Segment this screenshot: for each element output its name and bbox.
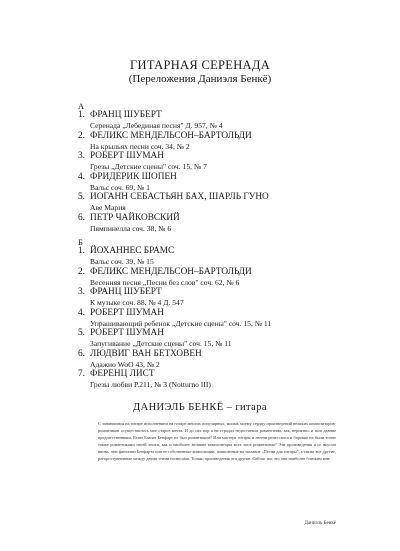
- track-item: [78, 369, 378, 390]
- track-composer: ФРАНЦ ШУБЕРТ: [90, 110, 162, 120]
- track-composer: РОБЕРТ ШУМАН: [90, 328, 164, 338]
- track-work: Грезы любви Р.211, № 3 (Notturno III): [90, 380, 211, 389]
- track-work: К музыке соч. 88, № 4 Д. 547: [90, 298, 184, 307]
- track-composer: ФРИДЕРИК ШОПЕН: [90, 171, 177, 182]
- track-item: [78, 308, 378, 329]
- track-composer: ФЕЛИКС МЕНДЕЛЬСОН–БАРТОЛЬДИ: [90, 130, 252, 141]
- track-work: На крыльях песни соч. 34, № 2: [90, 141, 190, 151]
- side-a-label: А: [78, 101, 85, 111]
- track-item: [78, 192, 378, 213]
- side-a-tracklist: [78, 110, 378, 233]
- track-item: [78, 110, 378, 131]
- track-number: 1.: [78, 246, 85, 256]
- track-composer: ЙОХАННЕС БРАМС: [90, 246, 175, 256]
- track-work: Пямпинелла соч. 38, № 6: [90, 223, 172, 233]
- track-number: 5.: [78, 192, 85, 202]
- track-composer: ЛЮДВИГ ВАН БЕТХОВЕН: [90, 348, 202, 359]
- track-number: 5.: [78, 328, 85, 338]
- album-title: ГИТАРНАЯ СЕРЕНАДА: [129, 58, 271, 72]
- track-composer: РОБЕРТ ШУМАН: [90, 307, 164, 318]
- track-number: 4.: [78, 171, 85, 182]
- track-number: 2.: [78, 130, 85, 141]
- track-number: 3.: [78, 151, 85, 161]
- track-composer: ФЕЛИКС МЕНДЕЛЬСОН–БАРТОЛЬДИ: [90, 266, 252, 277]
- track-composer: ИОГАНН СЕБАСТЬЯН БАХ, ШАРЛЬ ГУНО: [90, 192, 269, 202]
- track-work: Весенняя песня „Песни без слов" соч. 62, № 6: [90, 277, 240, 287]
- track-work: Вальс соч. 69, № 1: [90, 182, 150, 192]
- side-b-label: Б: [78, 237, 83, 247]
- track-number: 6.: [78, 212, 85, 223]
- track-composer: ПЕТР ЧАЙКОВСКИЙ: [90, 212, 180, 223]
- signature: Даниэль Бенкё: [304, 521, 336, 526]
- track-composer: ФРАНЦ ШУБЕРТ: [90, 287, 162, 297]
- track-number: 1.: [78, 110, 85, 120]
- track-item: [78, 213, 378, 234]
- album-subtitle: (Переложения Даниэля Бенкё): [128, 73, 272, 85]
- track-item: [78, 246, 378, 267]
- track-work: Аве Мария: [90, 203, 126, 212]
- track-work: Запугивание „Детские сцены" соч. 15, № 11: [90, 339, 232, 348]
- track-item: [78, 349, 378, 370]
- track-number: 2.: [78, 266, 85, 277]
- track-item: [78, 131, 378, 152]
- side-b-tracklist: [78, 246, 378, 390]
- track-number: 6.: [78, 348, 85, 359]
- track-number: 7.: [78, 369, 85, 379]
- performer-credit: ДАНИЭЛЬ БЕНКЁ – гитара: [133, 402, 267, 413]
- track-number: 4.: [78, 307, 85, 318]
- track-work: Вальс соч. 39, № 15: [90, 257, 154, 266]
- track-number: 3.: [78, 287, 85, 297]
- track-work: Серенада „Лебединая песня" Д. 957, № 4: [90, 121, 223, 130]
- track-item: [78, 267, 378, 288]
- track-composer: ФЕРЕНЦ ЛИСТ: [90, 369, 155, 379]
- track-work: Адажио WoO 43, № 2: [90, 359, 160, 369]
- track-work: Грезы „Детские сцены" соч. 15, № 7: [90, 162, 207, 171]
- track-item: [78, 328, 378, 349]
- track-item: [78, 172, 378, 193]
- liner-notes: С занявшимся на гитаре исполнением на гитаре многих популярных, милых моему сердцу произведений великих композиторов-романтиков осуществилось мое старое мечта. И до сих пор я не страдал недостатком романтизма, как, вероятно, и мои давние предшественники. Разве Базиат Бенфарт не был романтиком? Или мастера гитары и лютни ренессанса и барокко не были точно также романтиками своей эпохи, как и наиболее великие композиторы всех эпох романтизма? Эти произведения я со вкусом вновь, чем фантазии Бенфарта или ее собственные композиции, написанные на заглавие „Песни для гитары", а также все другие, распространенные между двумя этими полюсами. Только произведения эти другие. Сейчас нас это они наиболее близким мне.: [98, 421, 336, 461]
- track-item: [78, 287, 378, 308]
- track-work: Упрашивающий ребенок „Детские сцены" соч. 15, № 11: [90, 318, 272, 328]
- track-composer: РОБЕРТ ШУМАН: [90, 151, 164, 161]
- track-item: [78, 151, 378, 172]
